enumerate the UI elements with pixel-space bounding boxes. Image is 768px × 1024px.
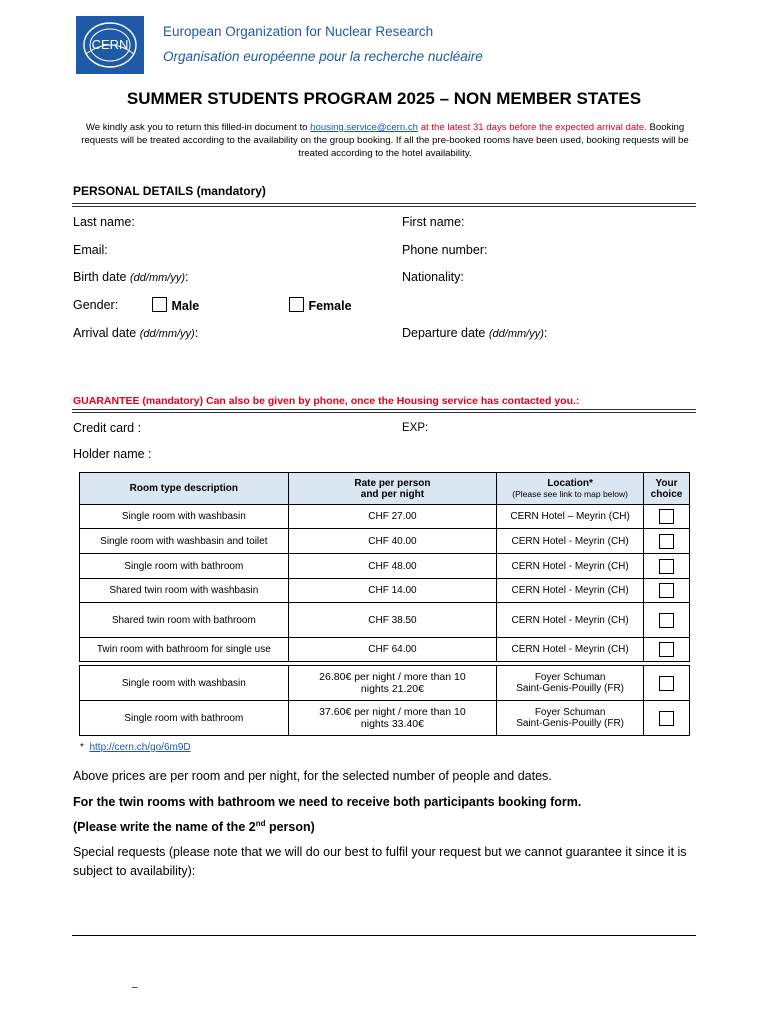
choice-checkbox[interactable] [659,613,674,628]
room-location: CERN Hotel - Meyrin (CH) [497,529,644,554]
col-rate-header: Rate per person and per night [288,473,497,505]
email-label: Email: [73,243,108,257]
room-desc: Single room with washbasin [80,505,289,529]
guarantee-heading: GUARANTEE (mandatory) Can also be given by phone, once the Housing service has contacted you.: [73,395,580,407]
special-requests-line [72,935,696,936]
map-footnote [80,742,191,753]
email-link[interactable]: housing.service@cern.ch [310,122,419,133]
second-person-note: (Please write the name of the 2nd person) [73,819,315,835]
twin-rooms-note: For the twin rooms with bathroom we need to receive both participants booking form. [73,795,582,809]
room-desc: Single room with washbasin and toilet [80,529,289,554]
choice-checkbox[interactable] [659,559,674,574]
table-row [80,554,690,579]
phone-label: Phone number: [402,243,488,257]
personal-heading: PERSONAL DETAILS (mandatory) [73,184,266,198]
room-table [79,472,690,736]
room-desc: Single room with washbasin [80,666,289,701]
room-rate: CHF 48.00 [288,554,497,579]
holder-name-label: Holder name : [73,447,152,461]
col-choice-header: Your choice [644,473,690,505]
page-dash: – [132,982,138,993]
arrival-date-label: Arrival date (dd/mm/yy): [73,326,199,340]
choice-checkbox[interactable] [659,583,674,598]
room-desc: Shared twin room with bathroom [80,603,289,638]
room-location: CERN Hotel - Meyrin (CH) [497,638,644,662]
last-name-label: Last name: [73,215,135,229]
table-row [80,505,690,529]
cern-logo [76,16,144,74]
col-desc-header: Room type description [80,473,289,505]
prices-note: Above prices are per room and per night, for the selected number of people and dates. [73,769,552,783]
room-location: Foyer Schuman Saint-Genis-Pouilly (FR) [497,701,644,736]
female-option[interactable] [289,297,352,317]
first-name-label: First name: [402,215,465,229]
divider [72,412,696,413]
org-name-fr: Organisation européenne pour la recherche nucléaire [163,49,483,64]
birth-date-label: Birth date (dd/mm/yy): [73,270,189,284]
divider [72,203,696,204]
table-row [80,638,690,662]
room-desc: Single room with bathroom [80,554,289,579]
room-rate: CHF 14.00 [288,579,497,603]
table-header-row [80,473,690,505]
table-row [80,529,690,554]
room-desc: Shared twin room with washbasin [80,579,289,603]
special-requests-label: Special requests (please note that we will do our best to fulfil your request but we cannot guarantee it since it is subject to availability): [73,845,687,878]
org-name-en: European Organization for Nuclear Research [163,24,434,39]
table-row [80,579,690,603]
room-desc: Twin room with bathroom for single use [80,638,289,662]
table-row [80,603,690,638]
male-option[interactable] [152,297,199,317]
room-location: CERN Hotel - Meyrin (CH) [497,603,644,638]
room-location: CERN Hotel – Meyrin (CH) [497,505,644,529]
choice-checkbox[interactable] [659,642,674,657]
room-desc: Single room with bathroom [80,701,289,736]
room-rate: CHF 38.50 [288,603,497,638]
choice-checkbox[interactable] [659,509,674,524]
divider [72,206,696,207]
intro-part2: Booking requests will be treated according to the availability on the group booking. If all the pre-booked rooms have been used, booking requests will be treated according to the hotel availability. [81,122,689,159]
room-location: CERN Hotel - Meyrin (CH) [497,579,644,603]
credit-card-label: Credit card : [73,421,142,435]
map-link[interactable]: http://cern.ch/go/6m9D [89,742,191,753]
room-rate: CHF 64.00 [288,638,497,662]
female-checkbox[interactable] [289,297,304,312]
nationality-label: Nationality: [402,270,464,284]
intro-deadline: at the latest 31 days before the expected arrival date. [418,122,647,133]
room-rate: CHF 40.00 [288,529,497,554]
room-rate: CHF 27.00 [288,505,497,529]
exp-label: EXP: [402,422,429,434]
male-label: Male [171,299,200,313]
gender-label: Gender: [73,298,119,312]
page-title: SUMMER STUDENTS PROGRAM 2025 – NON MEMBER STATES [126,89,642,108]
intro-text [78,121,692,160]
room-location: CERN Hotel - Meyrin (CH) [497,554,644,579]
choice-checkbox[interactable] [659,534,674,549]
room-rate: 37.60€ per night / more than 10 nights 33.40€ [288,701,497,736]
table-row [80,666,690,701]
choice-checkbox[interactable] [659,676,674,691]
col-location-header: Location* (Please see link to map below) [497,473,644,505]
divider [72,409,696,410]
male-checkbox[interactable] [152,297,167,312]
room-rate: 26.80€ per night / more than 10 nights 21.20€ [288,666,497,701]
room-location: Foyer Schuman Saint-Genis-Pouilly (FR) [497,666,644,701]
female-label: Female [308,299,352,313]
svg-text:CERN: CERN [91,37,129,52]
table-row [80,701,690,736]
choice-checkbox[interactable] [659,711,674,726]
departure-date-label: Departure date (dd/mm/yy): [402,326,548,340]
footnote-star: * [80,742,84,753]
intro-part1: We kindly ask you to return this filled-in document to [85,122,311,133]
